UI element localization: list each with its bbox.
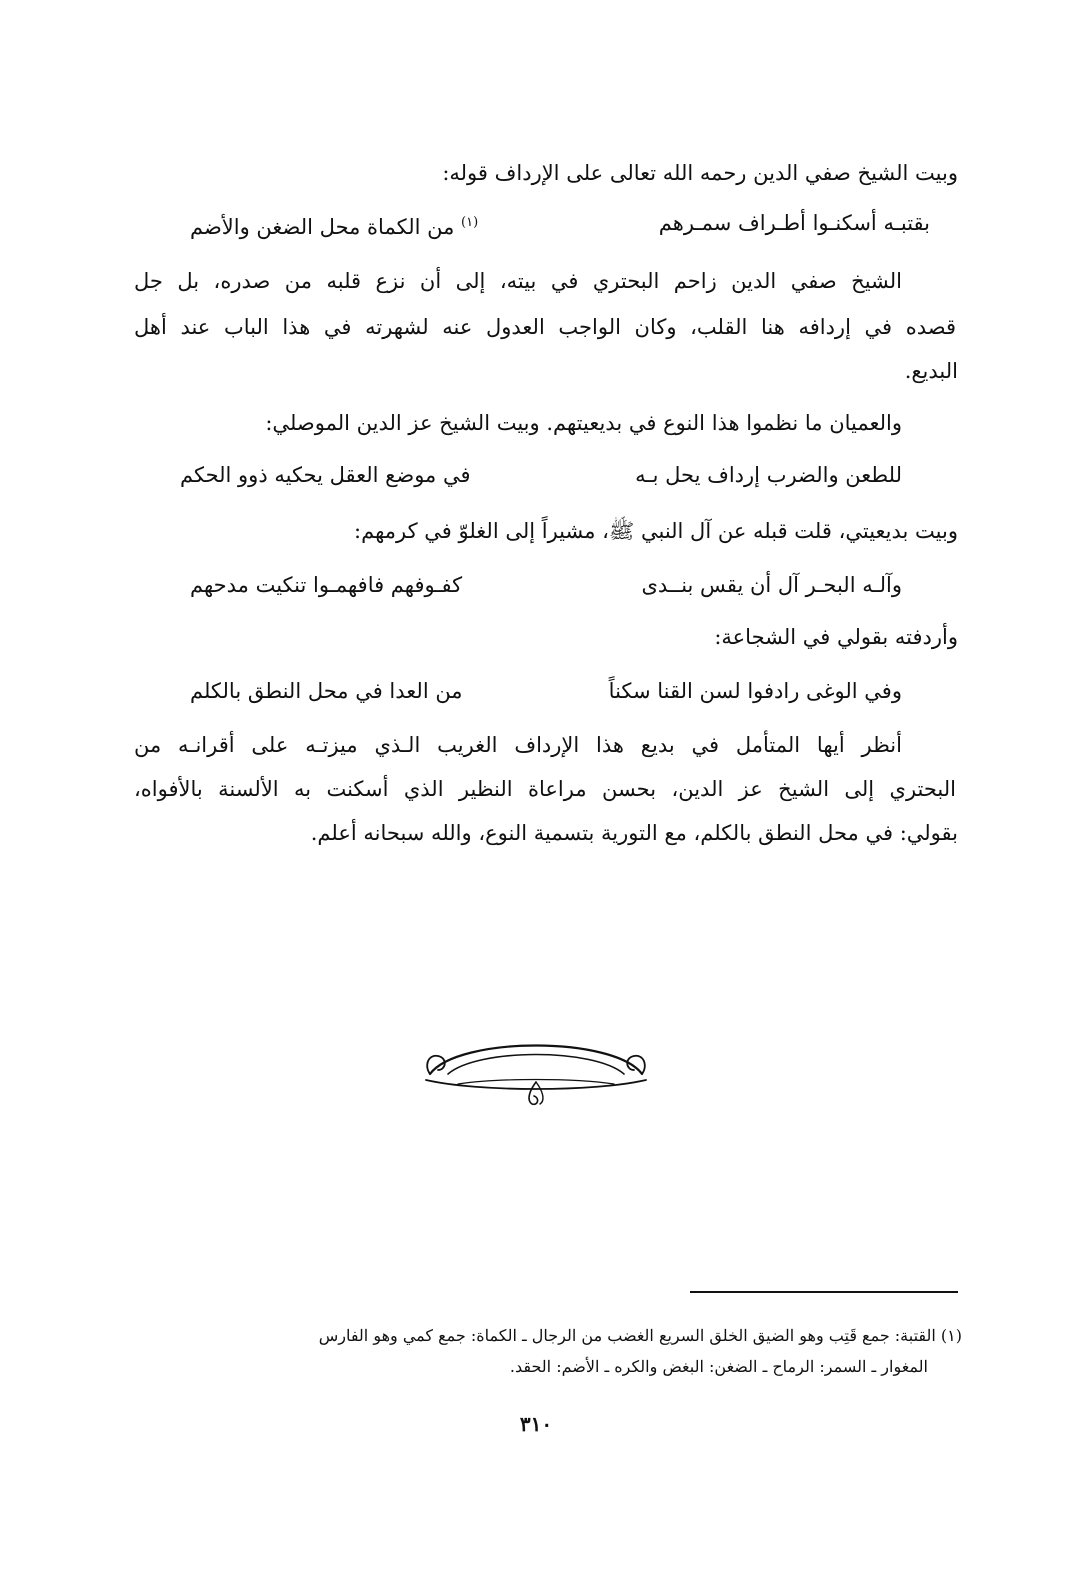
verse-4-first-hemistich: وفي الوغى رادفوا لسن القنا سكناً xyxy=(608,679,902,703)
verse-2-first-hemistich: للطعن والضرب إرداف يحل بـه xyxy=(635,463,902,487)
intro-line: وبيت الشيخ صفي الدين رحمه الله تعالى على الإرداف قوله: xyxy=(442,161,958,185)
verse-2-second-hemistich: في موضع العقل يحكيه ذوو الحكم xyxy=(180,463,471,487)
verse-4 xyxy=(190,676,902,706)
verse-1-second-hemistich xyxy=(190,208,510,242)
verse-3 xyxy=(190,570,902,600)
verse-3-second-hemistich: كفـوفهم فافهمـوا تنكيت مدحهم xyxy=(190,573,463,597)
verse-1-second-hemistich-text: من الكماة محل الضغن والأضم xyxy=(190,215,455,239)
paragraph-2: والعميان ما نظموا هذا النوع في بديعيتهم. وبيت الشيخ عز الدين الموصلي: xyxy=(265,411,902,435)
footnote-1-line-1: (١) القتبة: جمع قَتِب وهو الضيق الخلق السريع الغضب من الرجال ـ الكماة: جمع كمي وهو الفارس xyxy=(318,1326,962,1345)
paragraph-5-line-2: البحتري إلى الشيخ عز الدين، بحسن مراعاة النظير الذي أسكنت به الألسنة بالأفواه، xyxy=(134,777,956,801)
verse-2 xyxy=(180,460,902,490)
scroll-flourish-ornament-icon xyxy=(418,1026,654,1108)
paragraph-4: وأردفته بقولي في الشجاعة: xyxy=(714,625,958,649)
paragraph-1-line-1: الشيخ صفي الدين زاحم البحتري في بيته، إلى أن نزع قلبه من صدره، بل جل xyxy=(134,269,902,293)
paragraph-5-line-3: بقولي: في محل النطق بالكلم، مع التورية بتسمية النوع، والله سبحانه أعلم. xyxy=(310,821,958,845)
paragraph-1-line-2: قصده في إردافه هنا القلب، وكان الواجب العدول عنه لشهرته في هذا الباب عند أهل xyxy=(134,315,956,339)
footnote-separator xyxy=(690,1291,958,1293)
verse-4-second-hemistich: من العدا في محل النطق بالكلم xyxy=(190,679,463,703)
verse-1 xyxy=(150,208,930,238)
paragraph-5-line-1: أنظر أيها المتأمل في بديع هذا الإرداف الغريب الـذي ميزتـه على أقرانـه من xyxy=(134,733,902,757)
footnote-marker-1: (١) xyxy=(461,215,479,230)
paragraph-3: وبيت بديعيتي، قلت قبله عن آل النبي ﷺ، مشيراً إلى الغلوّ في كرمهم: xyxy=(354,519,958,543)
verse-1-first-hemistich: بقتبـه أسكنـوا أطـراف سمـرهم xyxy=(658,211,930,235)
page-number: ٣١٠ xyxy=(519,1412,553,1436)
footnote-1-line-2: المغوار ـ السمر: الرماح ـ الضغن: البغض والكره ـ الأضم: الحقد. xyxy=(509,1357,928,1376)
verse-3-first-hemistich: وآلـه البحـر آل أن يقس بنــدى xyxy=(641,573,902,597)
paragraph-1-line-3: البديع. xyxy=(904,359,958,383)
